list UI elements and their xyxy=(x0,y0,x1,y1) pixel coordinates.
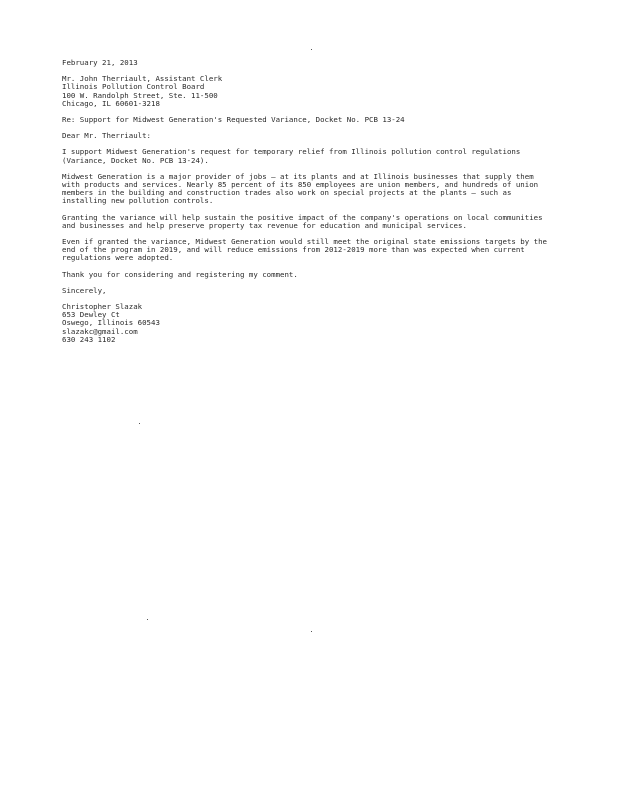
scan-speck xyxy=(311,49,312,50)
signature-street: 653 Dewley Ct xyxy=(62,311,120,320)
signature-email: slazakc@gmail.com xyxy=(62,327,138,336)
letter-body xyxy=(62,59,562,344)
paragraph-line: Even if granted the variance, Midwest Generation would still meet the original state emissions targets by the xyxy=(62,238,547,247)
paragraph-line: installing new pollution controls. xyxy=(62,197,214,206)
letter-date: February 21, 2013 xyxy=(62,59,138,67)
paragraph-emissions xyxy=(62,238,562,263)
signature-city: Oswego, Illinois 60543 xyxy=(62,319,160,328)
subject-line: Re: Support for Midwest Generation's Requested Variance, Docket No. PCB 13-24 xyxy=(62,116,405,125)
recipient-line: Illinois Pollution Control Board xyxy=(62,83,205,92)
paragraph-line: I support Midwest Generation's request for temporary relief from Illinois pollution control regulations xyxy=(62,148,521,157)
paragraph-line: and businesses and help preserve property tax revenue for education and municipal services. xyxy=(62,221,467,230)
salutation: Dear Mr. Therriault: xyxy=(62,132,151,141)
signature-block xyxy=(62,303,562,344)
signature-name: Christopher Slazak xyxy=(62,303,143,312)
paragraph-variance xyxy=(62,214,562,230)
scan-speck xyxy=(147,619,148,620)
paragraph-thanks xyxy=(62,271,562,279)
recipient-address xyxy=(62,75,562,108)
paragraph-jobs xyxy=(62,173,562,206)
paragraph-line: with products and services. Nearly 85 percent of its 850 employees are union members, and hundreds of union xyxy=(62,181,539,190)
paragraph-line: regulations were adopted. xyxy=(62,254,174,263)
paragraph-line: Granting the variance will help sustain the positive impact of the company's operations on local communities xyxy=(62,213,543,222)
scan-speck xyxy=(139,423,140,424)
recipient-line: 100 W. Randolph Street, Ste. 11-500 xyxy=(62,91,218,100)
paragraph-line: end of the program in 2019, and will reduce emissions from 2012-2019 more than was expected when current xyxy=(62,246,525,255)
scan-speck xyxy=(311,631,312,632)
paragraph-line: (Variance, Docket No. PCB 13-24). xyxy=(62,156,209,165)
paragraph-line: Midwest Generation is a major provider of jobs — at its plants and at Illinois businesses that supply them xyxy=(62,172,534,181)
paragraph-support xyxy=(62,148,562,164)
closing: Sincerely, xyxy=(62,286,107,295)
recipient-line: Chicago, IL 60601-3218 xyxy=(62,99,160,108)
paragraph-line: members in the building and construction trades also work on special projects at the plants — such as xyxy=(62,189,512,198)
recipient-line: Mr. John Therriault, Assistant Clerk xyxy=(62,75,223,84)
signature-phone: 630 243 1102 xyxy=(62,335,116,344)
paragraph-line: Thank you for considering and registering my comment. xyxy=(62,270,298,279)
